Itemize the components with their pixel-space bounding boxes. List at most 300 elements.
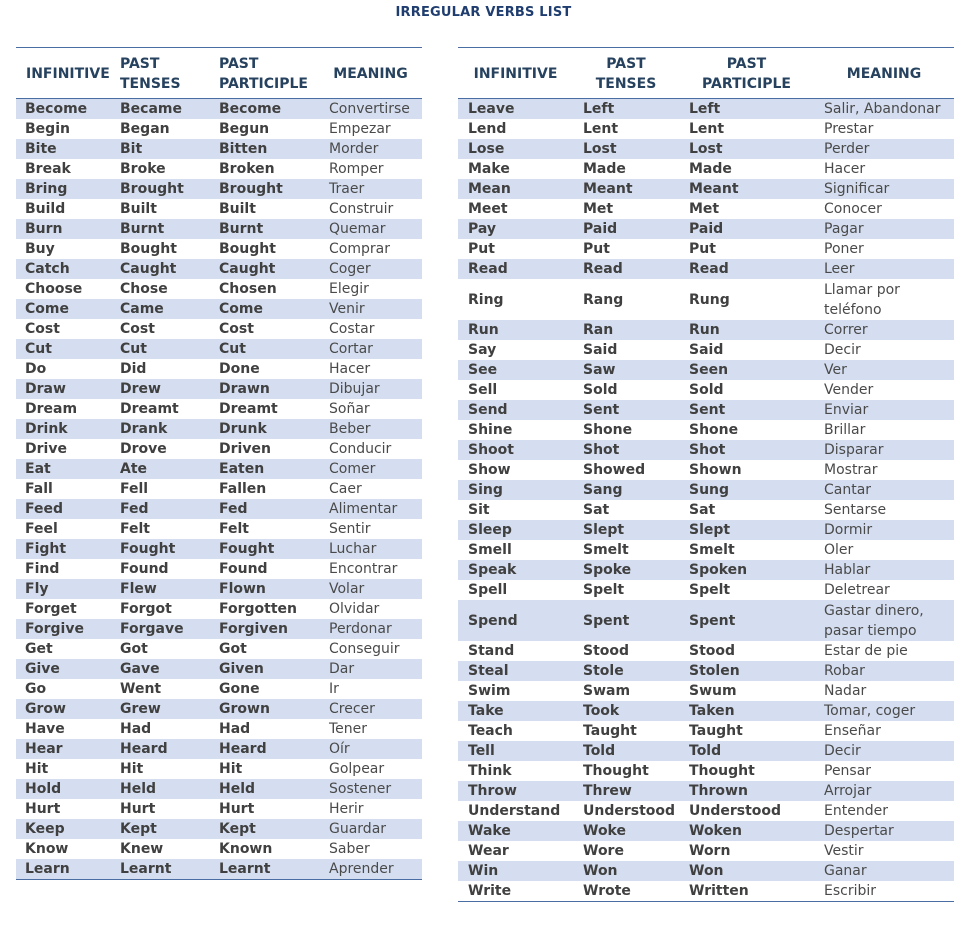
table-row [16,439,422,459]
cell-past-participle: Put [679,239,814,259]
table-row [16,219,422,239]
cell-past-tense: Hurt [110,799,209,819]
cell-meaning: Perder [814,139,954,159]
cell-past-tense: Had [110,719,209,739]
cell-infinitive: Spend [458,600,573,641]
cell-meaning: Conducir [319,439,422,459]
header-row [16,48,422,99]
table-row [16,259,422,279]
cell-meaning: Encontrar [319,559,422,579]
cell-infinitive: Write [458,881,573,902]
header-row [458,48,954,99]
cell-meaning: Romper [319,159,422,179]
table-row [458,139,954,159]
table-row [458,701,954,721]
cell-meaning: Llamar por teléfono [814,279,954,320]
cell-past-participle: Heard [209,739,319,759]
cell-past-tense: Woke [573,821,679,841]
cell-past-tense: Stole [573,661,679,681]
cell-meaning: Caer [319,479,422,499]
table-row [458,460,954,480]
cell-meaning: Significar [814,179,954,199]
cell-meaning: Olvidar [319,599,422,619]
cell-meaning: Pagar [814,219,954,239]
table-row [458,99,954,120]
cell-past-participle: Held [209,779,319,799]
cell-past-tense: Slept [573,520,679,540]
cell-infinitive: Understand [458,801,573,821]
cell-past-participle: Fought [209,539,319,559]
cell-past-tense: Sat [573,500,679,520]
table-row [458,560,954,580]
cell-past-participle: Got [209,639,319,659]
cell-past-tense: Said [573,340,679,360]
table-row [16,519,422,539]
cell-infinitive: Speak [458,560,573,580]
left-table-body [16,99,422,880]
cell-past-tense: Swam [573,681,679,701]
cell-infinitive: Eat [16,459,110,479]
cell-infinitive: Grow [16,699,110,719]
cell-past-tense: Dreamt [110,399,209,419]
cell-past-participle: Spent [679,600,814,641]
table-row [16,339,422,359]
cell-infinitive: Forgive [16,619,110,639]
cell-past-participle: Forgotten [209,599,319,619]
cell-infinitive: Steal [458,661,573,681]
cell-infinitive: Spell [458,580,573,600]
table-row [458,761,954,781]
cell-infinitive: Bring [16,179,110,199]
cell-past-tense: Knew [110,839,209,859]
cell-infinitive: Stand [458,641,573,661]
cell-past-participle: Paid [679,219,814,239]
cell-infinitive: Burn [16,219,110,239]
cell-past-tense: Caught [110,259,209,279]
cell-infinitive: Sell [458,380,573,400]
cell-past-tense: Spelt [573,580,679,600]
cell-meaning: Sostener [319,779,422,799]
cell-past-participle: Stood [679,641,814,661]
table-row [16,139,422,159]
cell-past-participle: Fallen [209,479,319,499]
cell-past-tense: Threw [573,781,679,801]
cell-infinitive: Mean [458,179,573,199]
cell-past-tense: Fell [110,479,209,499]
table-row [16,539,422,559]
cell-meaning: Estar de pie [814,641,954,661]
cell-past-tense: Drove [110,439,209,459]
cell-past-participle: Made [679,159,814,179]
cell-infinitive: Think [458,761,573,781]
cell-meaning: Golpear [319,759,422,779]
table-row [16,639,422,659]
cell-infinitive: Hurt [16,799,110,819]
cell-infinitive: Lend [458,119,573,139]
cell-past-participle: Taught [679,721,814,741]
cell-meaning: Deletrear [814,580,954,600]
cell-past-participle: Swum [679,681,814,701]
table-row [458,360,954,380]
cell-infinitive: Smell [458,540,573,560]
table-row [16,579,422,599]
cell-infinitive: Sit [458,500,573,520]
cell-meaning: Luchar [319,539,422,559]
cell-infinitive: Wake [458,821,573,841]
cell-meaning: Despertar [814,821,954,841]
table-row [16,659,422,679]
cell-infinitive: Hear [16,739,110,759]
table-row [16,739,422,759]
table-row [16,479,422,499]
cell-past-participle: Learnt [209,859,319,880]
header-past-tenses-line2: TENSES [120,76,181,92]
cell-infinitive: Read [458,259,573,279]
header-past-tenses-line2: TENSES [595,76,657,92]
cell-meaning: Hacer [319,359,422,379]
cell-past-participle: Sung [679,480,814,500]
cell-meaning: Mostrar [814,460,954,480]
cell-meaning: Empezar [319,119,422,139]
cell-past-participle: Rung [679,279,814,320]
cell-past-tense: Showed [573,460,679,480]
cell-past-participle: Grown [209,699,319,719]
table-row [458,279,954,320]
cell-past-tense: Found [110,559,209,579]
cell-meaning: Leer [814,259,954,279]
table-row [458,400,954,420]
table-row [16,179,422,199]
cell-infinitive: Drink [16,419,110,439]
cell-past-tense: Flew [110,579,209,599]
cell-past-tense: Drew [110,379,209,399]
cell-infinitive: Win [458,861,573,881]
cell-past-tense: Drank [110,419,209,439]
cell-meaning: Beber [319,419,422,439]
header-past-participle-line2: PARTICIPLE [702,76,791,92]
cell-infinitive: Feed [16,499,110,519]
cell-past-tense: Ate [110,459,209,479]
cell-meaning: Oír [319,739,422,759]
cell-meaning: Conocer [814,199,954,219]
table-row [16,619,422,639]
cell-meaning: Enseñar [814,721,954,741]
cell-infinitive: Know [16,839,110,859]
cell-meaning: Saber [319,839,422,859]
cell-past-participle: Cut [209,339,319,359]
cell-infinitive: Make [458,159,573,179]
cell-past-tense: Learnt [110,859,209,880]
cell-infinitive: Forget [16,599,110,619]
cell-past-tense: Brought [110,179,209,199]
cell-infinitive: Tell [458,741,573,761]
cell-infinitive: Build [16,199,110,219]
cell-past-tense: Held [110,779,209,799]
cell-infinitive: Say [458,340,573,360]
cell-past-participle: Drunk [209,419,319,439]
table-row [16,199,422,219]
table-row [458,259,954,279]
cell-past-tense: Meant [573,179,679,199]
cell-past-participle: Done [209,359,319,379]
table-row [16,859,422,880]
cell-infinitive: Begin [16,119,110,139]
cell-infinitive: Swim [458,681,573,701]
cell-past-participle: Forgiven [209,619,319,639]
cell-meaning: Tomar, coger [814,701,954,721]
table-row [16,299,422,319]
cell-past-participle: Hurt [209,799,319,819]
cell-past-participle: Bought [209,239,319,259]
cell-past-tense: Did [110,359,209,379]
cell-infinitive: Send [458,400,573,420]
cell-meaning: Enviar [814,400,954,420]
table-row [16,359,422,379]
cell-meaning: Comprar [319,239,422,259]
table-row [458,721,954,741]
cell-meaning: Salir, Abandonar [814,99,954,120]
cell-meaning: Brillar [814,420,954,440]
header-past-tenses [573,48,679,99]
cell-past-participle: Burnt [209,219,319,239]
header-past-participle [209,48,319,99]
cell-past-participle: Shone [679,420,814,440]
cell-past-tense: Rang [573,279,679,320]
cell-meaning: Escribir [814,881,954,902]
cell-infinitive: Shine [458,420,573,440]
table-row [16,819,422,839]
cell-past-tense: Understood [573,801,679,821]
table-row [458,320,954,340]
table-row [16,679,422,699]
cell-meaning: Arrojar [814,781,954,801]
cell-infinitive: Sing [458,480,573,500]
cell-past-tense: Came [110,299,209,319]
cell-past-tense: Met [573,199,679,219]
cell-past-tense: Left [573,99,679,120]
table-row [16,719,422,739]
cell-meaning: Alimentar [319,499,422,519]
cell-meaning: Decir [814,741,954,761]
cell-past-tense: Grew [110,699,209,719]
cell-past-participle: Lent [679,119,814,139]
cell-meaning: Herir [319,799,422,819]
table-row [458,781,954,801]
cell-past-tense: Fought [110,539,209,559]
header-past-participle [679,48,814,99]
cell-meaning: Coger [319,259,422,279]
table-row [16,279,422,299]
cell-meaning: Conseguir [319,639,422,659]
cell-past-tense: Burnt [110,219,209,239]
header-infinitive: INFINITIVE [16,48,110,99]
cell-past-tense: Forgave [110,619,209,639]
header-past-participle-line1: PAST [726,56,767,72]
cell-past-participle: Begun [209,119,319,139]
cell-past-tense: Bit [110,139,209,159]
cell-meaning: Guardar [319,819,422,839]
cell-past-tense: Taught [573,721,679,741]
cell-infinitive: Become [16,99,110,120]
cell-past-tense: Sent [573,400,679,420]
cell-infinitive: Buy [16,239,110,259]
cell-meaning: Oler [814,540,954,560]
cell-meaning: Prestar [814,119,954,139]
cell-past-participle: Felt [209,519,319,539]
header-past-tenses-line1: PAST [606,56,646,72]
cell-past-participle: Written [679,881,814,902]
cell-meaning: Poner [814,239,954,259]
cell-meaning: Comer [319,459,422,479]
cell-infinitive: Dream [16,399,110,419]
cell-infinitive: Come [16,299,110,319]
cell-past-tense: Ran [573,320,679,340]
cell-infinitive: Fight [16,539,110,559]
cell-past-tense: Hit [110,759,209,779]
cell-past-participle: Smelt [679,540,814,560]
cell-past-tense: Gave [110,659,209,679]
cell-past-participle: Given [209,659,319,679]
cell-past-participle: Caught [209,259,319,279]
cell-past-tense: Began [110,119,209,139]
cell-infinitive: Cut [16,339,110,359]
cell-meaning: Dar [319,659,422,679]
cell-meaning: Ir [319,679,422,699]
table-row [458,741,954,761]
cell-past-tense: Saw [573,360,679,380]
cell-infinitive: Ring [458,279,573,320]
cell-past-tense: Smelt [573,540,679,560]
table-row [16,759,422,779]
cell-infinitive: Give [16,659,110,679]
cell-past-participle: Eaten [209,459,319,479]
table-row [16,799,422,819]
cell-meaning: Aprender [319,859,422,880]
cell-past-participle: Shot [679,440,814,460]
table-row [458,881,954,902]
table-row [16,779,422,799]
cell-past-participle: Hit [209,759,319,779]
cell-past-participle: Stolen [679,661,814,681]
cell-infinitive: Fly [16,579,110,599]
cell-meaning: Convertirse [319,99,422,120]
cell-meaning: Ver [814,360,954,380]
cell-past-participle: Run [679,320,814,340]
cell-past-participle: Seen [679,360,814,380]
table-row [458,380,954,400]
page-title: IRREGULAR VERBS LIST [395,5,572,20]
table-row [458,239,954,259]
cell-past-tense: Stood [573,641,679,661]
cell-meaning: Cortar [319,339,422,359]
header-past-participle-line2: PARTICIPLE [219,76,308,92]
cell-meaning: Sentir [319,519,422,539]
cell-infinitive: Throw [458,781,573,801]
cell-infinitive: Meet [458,199,573,219]
table-row [458,821,954,841]
header-past-tenses-line1: PAST [120,56,160,72]
cell-meaning: Crecer [319,699,422,719]
header-past-participle-line1: PAST [219,56,259,72]
table-row [458,540,954,560]
cell-past-participle: Flown [209,579,319,599]
cell-past-participle: Thrown [679,781,814,801]
cell-past-tense: Shone [573,420,679,440]
cell-past-participle: Read [679,259,814,279]
table-row [16,319,422,339]
cell-past-participle: Driven [209,439,319,459]
header-meaning: MEANING [814,48,954,99]
table-row [458,219,954,239]
cell-past-tense: Fed [110,499,209,519]
cell-past-tense: Felt [110,519,209,539]
cell-past-participle: Sat [679,500,814,520]
cell-infinitive: Wear [458,841,573,861]
cell-meaning: Ganar [814,861,954,881]
right-table-body [458,99,954,902]
table-row [458,199,954,219]
cell-past-participle: Found [209,559,319,579]
cell-past-participle: Fed [209,499,319,519]
cell-past-participle: Had [209,719,319,739]
table-row [458,520,954,540]
cell-meaning: Perdonar [319,619,422,639]
table-row [16,399,422,419]
cell-infinitive: Sleep [458,520,573,540]
table-row [16,99,422,120]
table-row [458,480,954,500]
cell-meaning: Entender [814,801,954,821]
cell-infinitive: Put [458,239,573,259]
verbs-table-right [458,47,954,902]
table-row [458,841,954,861]
cell-infinitive: Choose [16,279,110,299]
table-row [16,459,422,479]
cell-past-participle: Understood [679,801,814,821]
cell-meaning: Dibujar [319,379,422,399]
cell-past-tense: Took [573,701,679,721]
cell-infinitive: Do [16,359,110,379]
cell-infinitive: Shoot [458,440,573,460]
cell-past-tense: Thought [573,761,679,781]
cell-past-participle: Worn [679,841,814,861]
header-infinitive: INFINITIVE [458,48,573,99]
cell-past-tense: Wore [573,841,679,861]
cell-past-tense: Lost [573,139,679,159]
cell-past-participle: Slept [679,520,814,540]
cell-meaning: Gastar dinero, pasar tiempo [814,600,954,641]
cell-meaning: Disparar [814,440,954,460]
cell-past-participle: Said [679,340,814,360]
cell-infinitive: Bite [16,139,110,159]
cell-past-participle: Dreamt [209,399,319,419]
cell-meaning: Soñar [319,399,422,419]
table-row [16,599,422,619]
table-row [458,861,954,881]
cell-past-tense: Wrote [573,881,679,902]
cell-meaning: Cantar [814,480,954,500]
cell-past-participle: Woken [679,821,814,841]
cell-past-participle: Chosen [209,279,319,299]
cell-past-tense: Heard [110,739,209,759]
cell-past-participle: Built [209,199,319,219]
cell-past-tense: Kept [110,819,209,839]
cell-past-participle: Kept [209,819,319,839]
table-row [16,499,422,519]
cell-meaning: Nadar [814,681,954,701]
table-row [16,559,422,579]
header-past-tenses [110,48,209,99]
